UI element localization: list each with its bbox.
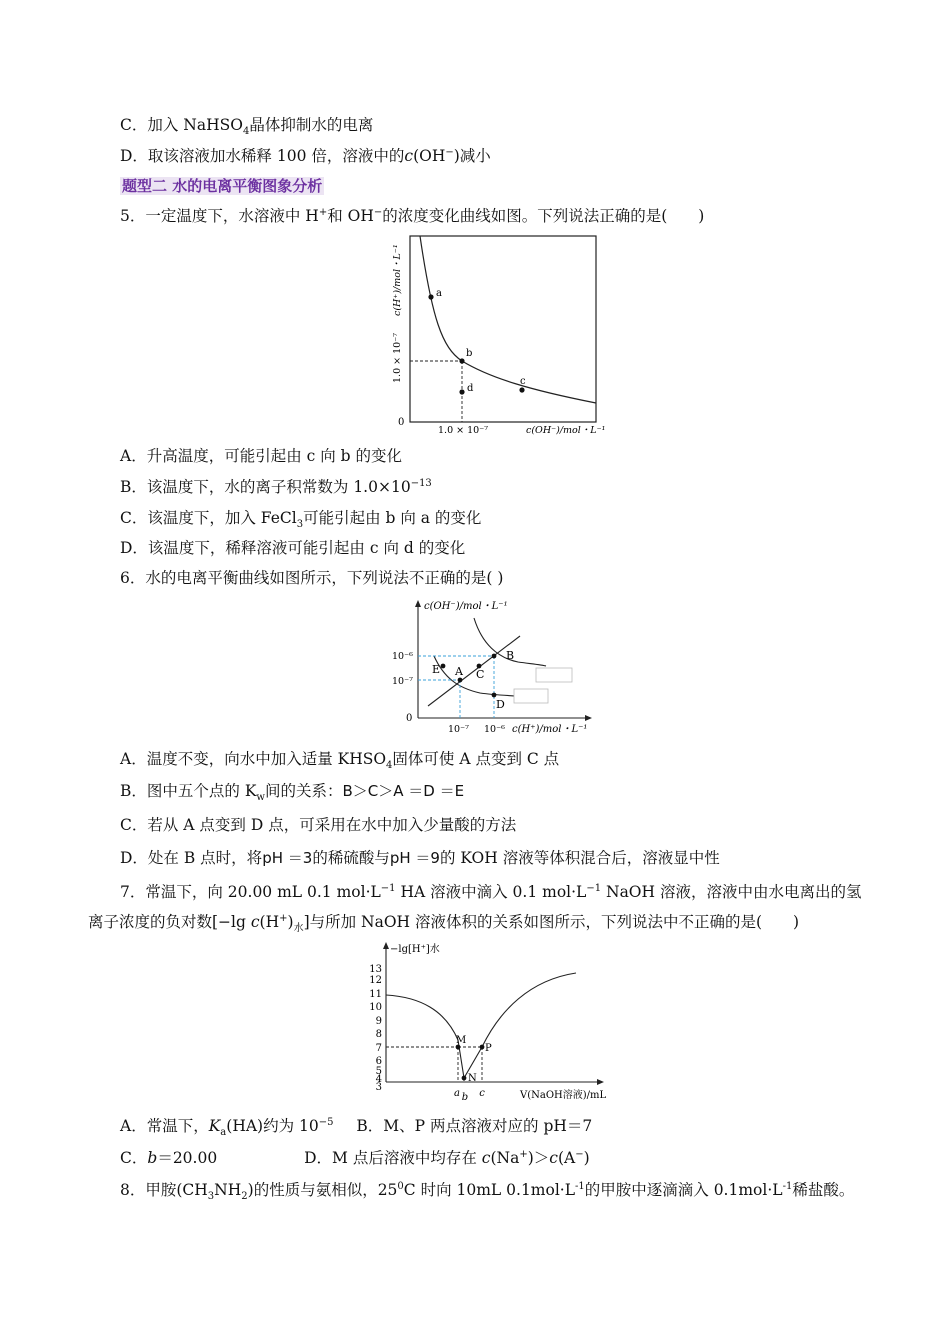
point-a — [458, 678, 463, 683]
question-8: 8．甲胺$(CH_3NH_2)$的性质与氨相似，$25^0C$ 时向 10mL $0.1mol\cdot L^{-1}$的甲胺中逐滴滴入 $0.1mol\cdot L^{-1}$稀盐酸。 — [120, 1180, 855, 1203]
x-tick-a: a — [454, 1088, 460, 1099]
question-7-line1: 7．常温下，向 20.00 mL 0.1 $mol\cdot L^{-1}$ HA 溶液中滴入 0.1 $mol\cdot L^{-1}$ NaOH 溶液，溶液中由水电离出的氢 — [120, 882, 862, 901]
x-axis-label: c(H⁺)/mol・L⁻¹ — [512, 724, 588, 735]
y-axis-label: c(OH⁻)/mol・L⁻¹ — [424, 601, 508, 612]
y-tick: 4 — [375, 1074, 382, 1085]
q5-option-b: B．该温度下，水的离子积常数为 $1.0\times 10^{-13}$ — [120, 477, 432, 496]
y-tick: 12 — [369, 975, 382, 986]
x-tick-c: c — [479, 1088, 485, 1099]
label-d: d — [467, 383, 474, 394]
label-p: P — [485, 1043, 492, 1054]
question-7-line2: 离子浓度的负对数[−lg $c(H^+)_水$]与所加 NaOH 溶液体积的关系如图所示，下列说法中不正确的是( ) — [88, 912, 800, 935]
y-tick: 7 — [375, 1043, 382, 1054]
x-tick-2: 10⁻⁶ — [484, 724, 505, 735]
origin-label: 0 — [398, 417, 405, 428]
y-tick: 6 — [375, 1056, 382, 1067]
x-axis-label: V(NaOH溶液)/mL — [520, 1090, 607, 1101]
label-a: A — [455, 665, 463, 678]
label-c: C — [476, 668, 485, 681]
question-5: 5．一定温度下，水溶液中 H+和 OH−的浓度变化曲线如图。下列说法正确的是( ) — [120, 206, 705, 225]
q6-option-b: B．图中五个点的 $K_w$间的关系：B＞C＞A ＝D ＝E — [120, 782, 465, 804]
y-tick-label: 1.0 × 10⁻⁷ — [392, 332, 403, 383]
point-p — [480, 1045, 485, 1050]
point-n — [462, 1076, 467, 1081]
y-tick-1: 10⁻⁶ — [392, 651, 413, 662]
x-tick-label: 1.0 × 10⁻⁷ — [438, 425, 489, 436]
label-a: a — [436, 288, 442, 299]
point-d — [459, 389, 464, 394]
label-d: D — [496, 698, 505, 711]
point-c — [519, 387, 524, 392]
point-a — [428, 294, 433, 299]
q6-option-a: A．温度不变，向水中加入适量 $KHSO_4$固体可使 A 点变到 C 点 — [120, 750, 560, 772]
label-m: M — [456, 1035, 467, 1046]
point-d — [492, 693, 497, 698]
label-b: b — [466, 348, 473, 359]
q5-option-a: A．升高温度，可能引起由 c 向 b 的变化 — [120, 447, 403, 465]
x-axis-label: c(OH⁻)/mol・L⁻¹ — [526, 425, 606, 436]
y-tick: 5 — [375, 1066, 382, 1077]
option-c-q4: C．加入 NaHSO$_4$晶体抑制水的电离 — [120, 116, 374, 138]
q6-option-c: C．若从 A 点变到 D 点，可采用在水中加入少量酸的方法 — [120, 816, 517, 834]
q7-options-cd: C．b＝20.00 D．M 点后溶液中均存在 c(Na+)＞c(A−) — [120, 1148, 590, 1167]
option-d-q4: D．取该溶液加水稀释 100 倍，溶液中的c(OH−)减小 — [120, 146, 491, 165]
y-tick: 10 — [369, 1002, 382, 1013]
label-e: E — [432, 663, 441, 676]
q7-options-ab: A．常温下，$K_a(HA)$约为 $10^{-5}$ B．M、P 两点溶液对应的 pH＝7 — [120, 1116, 593, 1139]
question-6: 6．水的电离平衡曲线如图所示，下列说法不正确的是( ) — [120, 569, 504, 587]
y-tick: 3 — [375, 1082, 382, 1093]
label-b: B — [506, 649, 515, 662]
figure-q5-chart — [380, 228, 610, 438]
figure-q6-chart — [388, 596, 598, 742]
point-e — [441, 664, 446, 669]
origin-label: 0 — [406, 713, 413, 724]
section-heading: 题型二 水的电离平衡图象分析 — [122, 177, 323, 195]
point-b — [459, 358, 464, 363]
y-tick: 9 — [375, 1016, 382, 1027]
q5-option-c: C．该温度下，加入 FeCl$_3$可能引起由 b 向 a 的变化 — [120, 509, 482, 531]
point-b — [492, 654, 497, 659]
y-axis-label: −lg[H⁺]水 — [390, 944, 440, 955]
q5-option-d: D．该温度下，稀释溶液可能引起由 c 向 d 的变化 — [120, 539, 466, 557]
y-tick-2: 10⁻⁷ — [392, 676, 413, 687]
label-n: N — [468, 1073, 477, 1084]
q6-option-d: D．处在 B 点时，将pH ＝3的稀硫酸与pH ＝9的 KOH 溶液等体积混合后，溶液显中性 — [120, 849, 720, 867]
y-tick: 11 — [369, 989, 382, 1000]
label-c: c — [520, 376, 526, 387]
figure-q7-chart — [360, 940, 610, 1108]
y-tick: 13 — [369, 964, 382, 975]
y-tick: 8 — [375, 1029, 382, 1040]
x-tick-b: b — [461, 1092, 469, 1103]
x-tick-1: 10⁻⁷ — [448, 724, 469, 735]
y-axis-label: c(H⁺)/mol・L⁻¹ — [392, 244, 403, 316]
